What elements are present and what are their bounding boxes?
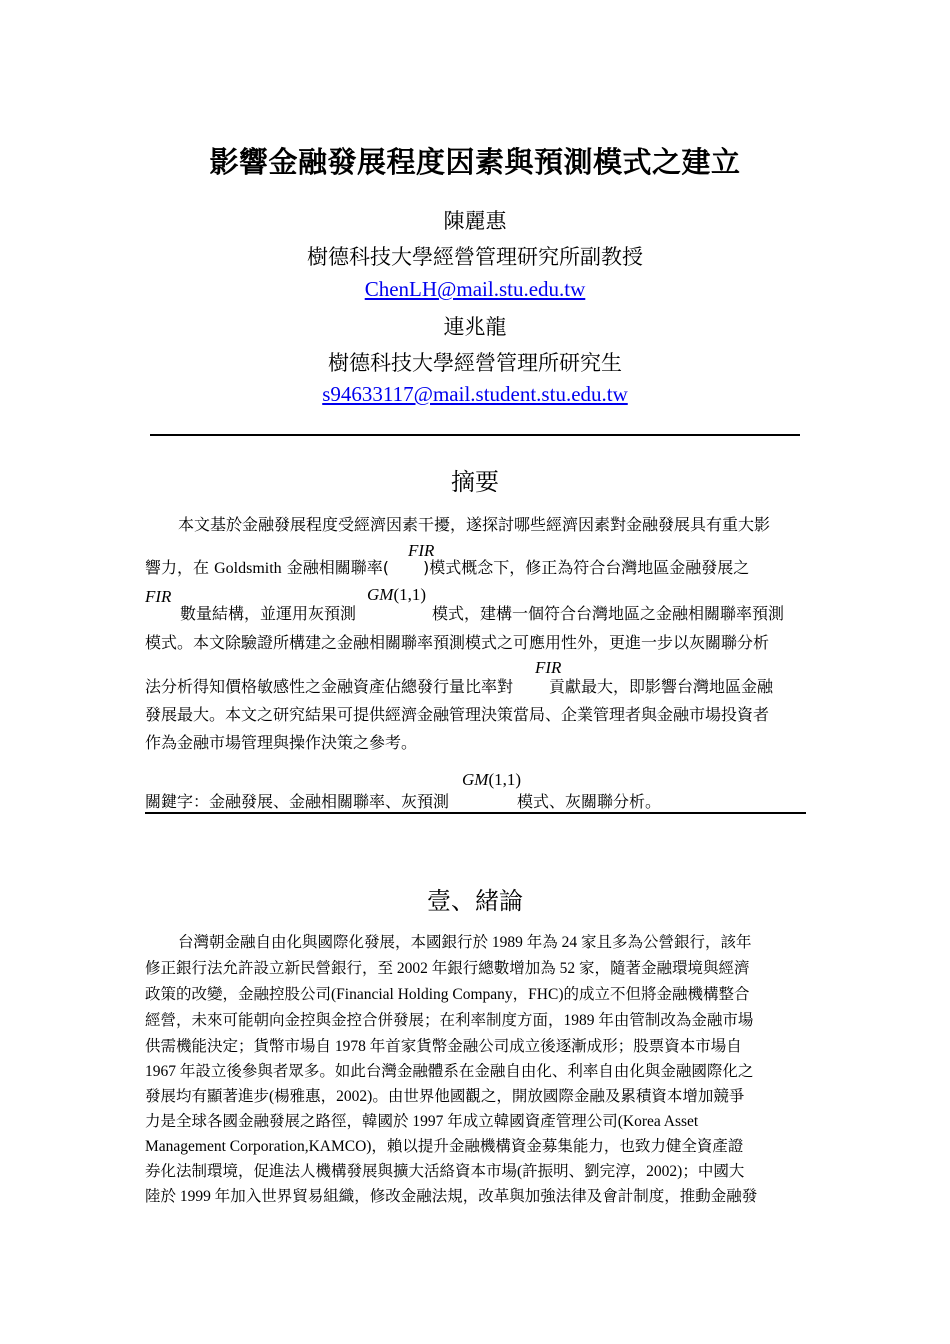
author-email-link-1[interactable]: ChenLH@mail.stu.edu.tw	[364, 277, 586, 301]
math-fir-3: FIR	[535, 658, 562, 677]
body-line-4: 經營，未來可能朝向金控與金控合併發展；在利率制度方面，1989 年由管制改為金融市場	[145, 1012, 754, 1029]
keywords-divider	[145, 812, 806, 814]
paper-title: 影響金融發展程度因素與預測模式之建立	[209, 145, 741, 179]
body-line-8: 力是全球各國金融發展之路徑，韓國於 1997 年成立韓國資產管理公司(Korea Asset	[145, 1113, 699, 1130]
abstract-line-3: 數量結構，並運用灰預測 模式，建構一個符合台灣地區之金融相關聯率預測	[180, 604, 785, 623]
math-gm-2: GM(1,1)	[462, 770, 522, 789]
abstract-line-2: 響力，在 Goldsmith 金融相關聯率( )模式概念下，修正為符合台灣地區金融發展之	[145, 558, 750, 577]
body-line-6: 1967 年設立後參與者眾多。如此台灣金融體系在金融自由化、利率自由化與金融國際化之	[145, 1063, 754, 1080]
abstract-line-7: 作為金融市場管理與操作決策之參考。	[145, 733, 418, 752]
math-fir-2: FIR	[145, 587, 172, 606]
abstract-heading: 摘要	[451, 468, 499, 496]
author-affiliation-2: 樹德科技大學經營管理所研究生	[328, 351, 622, 375]
author-name-2: 連兆龍	[443, 315, 507, 339]
math-fir-1: FIR	[408, 541, 435, 560]
abstract-line-5: 法分析得知價格敏感性之金融資產佔總發行量比率對 貢獻最大，即影響台灣地區金融	[145, 677, 774, 696]
body-line-9: Management Corporation,KAMCO)，賴以提升金融機構資金募集能力，也致力健全資產證	[145, 1138, 744, 1155]
body-line-2: 修正銀行法允許設立新民營銀行，至 2002 年銀行總數增加為 52 家，隨著金融環境與經濟	[145, 960, 750, 977]
section-1-heading: 壹、緒論	[427, 887, 523, 915]
author-email-link-2[interactable]: s94633117@mail.student.stu.edu.tw	[322, 382, 628, 406]
body-line-10: 券化法制環境，促進法人機構發展與擴大活絡資本市場(許振明、劉完淳，2002)；中國大	[145, 1163, 745, 1180]
author-affiliation-1: 樹德科技大學經營管理研究所副教授	[307, 245, 643, 269]
body-line-3: 政策的改變，金融控股公司(Financial Holding Company，FHC)的成立不但將金融機構整合	[145, 986, 750, 1003]
body-line-5: 供需機能決定；貨幣市場自 1978 年首家貨幣金融公司成立後逐漸成形；股票資本市場自	[145, 1038, 742, 1055]
math-gm-1: GM(1,1)	[367, 585, 427, 604]
author-email-1-line	[0, 277, 950, 302]
body-line-1: 台灣朝金融自由化與國際化發展，本國銀行於 1989 年為 24 家且多為公營銀行，該年	[178, 934, 752, 951]
header-divider	[150, 434, 800, 436]
body-line-11: 陸於 1999 年加入世界貿易組織，修改金融法規，改革與加強法律及會計制度，推動金融發	[145, 1188, 758, 1205]
keywords-line: 關鍵字：金融發展、金融相關聯率、灰預測 模式、灰關聯分析。	[145, 792, 662, 811]
abstract-line-1: 本文基於金融發展程度受經濟因素干擾，遂探討哪些經濟因素對金融發展具有重大影	[178, 515, 771, 534]
author-email-2-line	[0, 382, 950, 407]
author-name-1: 陳麗惠	[443, 209, 507, 233]
abstract-line-4: 模式。本文除驗證所構建之金融相關聯率預測模式之可應用性外，更進一步以灰關聯分析	[145, 633, 770, 652]
abstract-line-6: 發展最大。本文之研究結果可提供經濟金融管理決策當局、企業管理者與金融市場投資者	[145, 705, 770, 724]
body-line-7: 發展均有顯著進步(楊雅惠，2002)。由世界他國觀之，開放國際金融及累積資本增加競爭	[145, 1088, 745, 1105]
